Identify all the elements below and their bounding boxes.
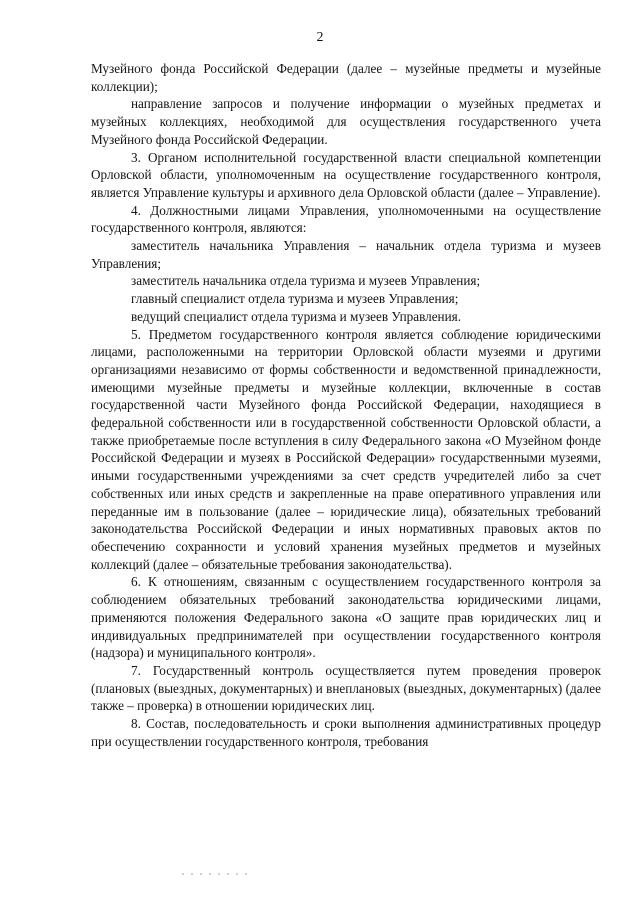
paragraph-official-4: ведущий специалист отдела туризма и музеев Управления.	[131, 308, 462, 324]
paragraph-item-7: 7. Государственный контроль осуществляется путем проведения проверок (плановых (выездных, документарных) и внеплановых (выездных, документарных) (далее также – проверка) в отношении юридических лиц.	[91, 662, 601, 714]
paragraph-item-6: 6. К отношениям, связанным с осуществлением государственного контроля за соблюдением обязательных требований законодательства юридическими лицами, применяются положения Федерального закона «О защите прав юридических лиц и индивидуальных предпринимателей при осуществлении государственного контроля (надзора) и муниципального контроля».	[91, 574, 601, 661]
paragraph-official-1: заместитель начальника Управления – начальник отдела туризма и музеев Управления;	[91, 238, 601, 271]
paragraph-request-info: направление запросов и получение информации о музейных предметах и музейных коллекциях, необходимой для осуществления государственного учета Музейного фонда Российской Федерации.	[91, 96, 601, 147]
document-body	[91, 60, 601, 750]
paragraph-item-3: 3. Органом исполнительной государственной власти специальной компетенции Орловской области, уполномоченным на осуществление государственного контроля, является Управление культуры и архивного дела Орловской области (далее – Управление).	[91, 149, 601, 200]
paragraph-continuation: Музейного фонда Российской Федерации (далее – музейные предметы и музейные коллекции);	[91, 61, 601, 94]
scan-artifact	[182, 873, 252, 875]
paragraph-item-8: 8. Состав, последовательность и сроки выполнения административных процедур при осуществлении государственного контроля, требования	[91, 716, 601, 749]
paragraph-item-4: 4. Должностными лицами Управления, уполномоченными на осуществление государственного контроля, являются:	[91, 202, 601, 236]
page-number: 2	[316, 30, 324, 45]
paragraph-official-2: заместитель начальника отдела туризма и музеев Управления;	[131, 273, 481, 289]
paragraph-item-5: 5. Предметом государственного контроля является соблюдение юридическими лицами, расположенными на территории Орловской области музеями и другими организациями независимо от формы собственности и ведомственной принадлежности, имеющими музейные предметы и музейные коллекции, включенные в состав государственной части Музейного фонда Российской Федерации, находящиеся в федеральной собственности или в государственной собственности Орловской области, а также приобретаемые после вступления в силу Федерального закона «О Музейном фонде Российской Федерации и музеях в Российской Федерации» государственными музеями, иными государственными учреждениями за счет средств учредителей либо за счет собственных или иных средств и закрепленные на праве оперативного управления или переданные им в пользование (далее – юридические лица), обязательных требований законодательства Российской Федерации и иных нормативных правовых актов по обеспечению сохранности и условий хранения музейных предметов и музейных коллекций (далее – обязательные требования законодательства).	[91, 326, 601, 572]
paragraph-official-3: главный специалист отдела туризма и музеев Управления;	[131, 291, 459, 307]
